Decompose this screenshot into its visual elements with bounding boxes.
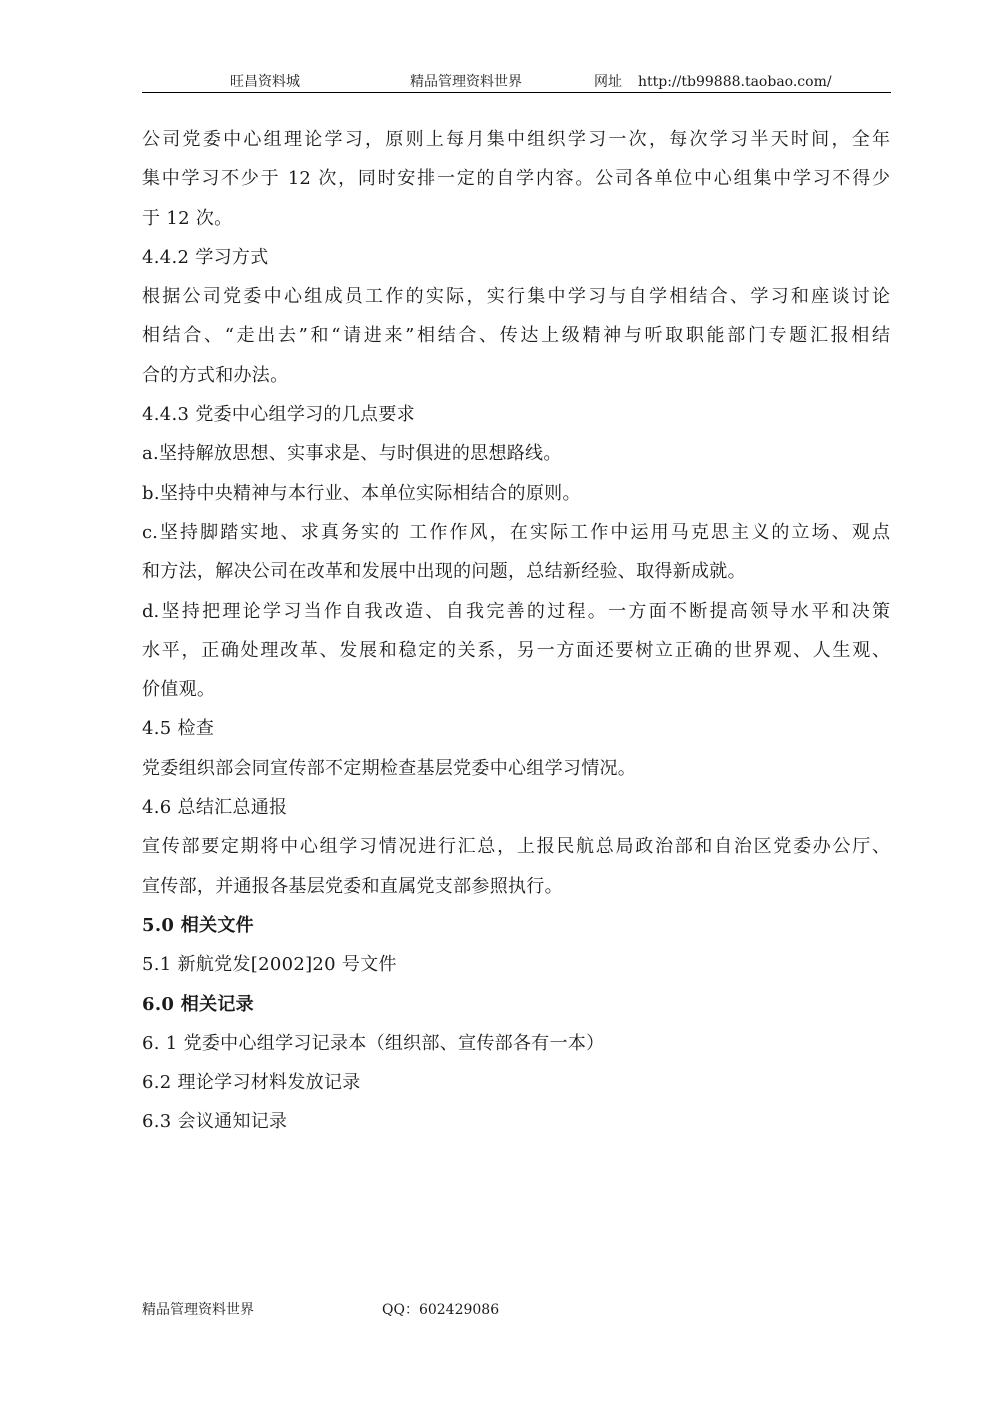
section-heading-6-0: 6.0 相关记录 — [142, 993, 254, 1015]
paragraph-line: 和方法，解决公司在改革和发展中出现的问题，总结新经验、取得新成就。 — [142, 561, 746, 583]
header-url-label: 网址 — [594, 74, 622, 90]
paragraph-line: 水平，正确处理改革、发展和稳定的关系，另一方面还要树立正确的世界观、人生观、 — [142, 639, 890, 661]
list-item-c: c.坚持脚踏实地、求真务实的 工作作风，在实际工作中运用马克思主义的立场、观点 — [142, 521, 890, 543]
header-site-name: 旺昌资料城 — [230, 74, 300, 90]
paragraph-line: 根据公司党委中心组成员工作的实际，实行集中学习与自学相结合、学习和座谈讨论 — [142, 286, 890, 308]
paragraph-line: 宣传部要定期将中心组学习情况进行汇总，上报民航总局政治部和自治区党委办公厅、 — [142, 836, 890, 858]
paragraph-line: 公司党委中心组理论学习，原则上每月集中组织学习一次，每次学习半天时间，全年 — [142, 129, 890, 150]
list-item-d: d.坚持把理论学习当作自我改造、自我完善的过程。一方面不断提高领导水平和决策 — [142, 600, 890, 622]
page-header — [142, 72, 890, 92]
section-heading-4-5: 4.5 检查 — [142, 718, 215, 740]
paragraph-line: 合的方式和办法。 — [142, 364, 289, 386]
paragraph-line: 6.2 理论学习材料发放记录 — [142, 1072, 361, 1094]
section-heading-4-4-3: 4.4.3 党委中心组学习的几点要求 — [142, 404, 415, 426]
document-body — [142, 120, 894, 1142]
paragraph-line: 宣传部，并通报各基层党委和直属党支部参照执行。 — [142, 875, 563, 897]
paragraph-line: 价值观。 — [142, 679, 216, 701]
section-heading-4-4-2: 4.4.2 学习方式 — [142, 246, 269, 268]
paragraph-line: 于 12 次。 — [142, 207, 233, 229]
paragraph-line: 相结合、“走出去”和“请进来”相结合、传达上级精神与听取职能部门专题汇报相结 — [142, 325, 890, 347]
section-heading-4-6: 4.6 总结汇总通报 — [142, 797, 288, 819]
footer-world: 精品管理资料世界 — [142, 1302, 254, 1318]
paragraph-line: 6. 1 党委中心组学习记录本（组织部、宣传部各有一本） — [142, 1032, 605, 1054]
paragraph-line: 6.3 会议通知记录 — [142, 1111, 288, 1133]
page-footer — [142, 1300, 890, 1320]
header-world: 精品管理资料世界 — [410, 74, 522, 90]
list-item-b: b.坚持中央精神与本行业、本单位实际相结合的原则。 — [142, 482, 581, 504]
paragraph-line: 5.1 新航党发[2002]20 号文件 — [142, 954, 397, 976]
header-url[interactable]: http://tb99888.taobao.com/ — [638, 74, 832, 90]
list-item-a: a.坚持解放思想、实事求是、与时俱进的思想路线。 — [142, 443, 562, 465]
header-divider — [142, 92, 891, 93]
paragraph-line: 集中学习不少于 12 次，同时安排一定的自学内容。公司各单位中心组集中学习不得少 — [142, 168, 890, 190]
footer-qq: QQ：602429086 — [382, 1302, 500, 1318]
paragraph-line: 党委组织部会同宣传部不定期检查基层党委中心组学习情况。 — [142, 757, 637, 779]
section-heading-5-0: 5.0 相关文件 — [142, 914, 254, 936]
